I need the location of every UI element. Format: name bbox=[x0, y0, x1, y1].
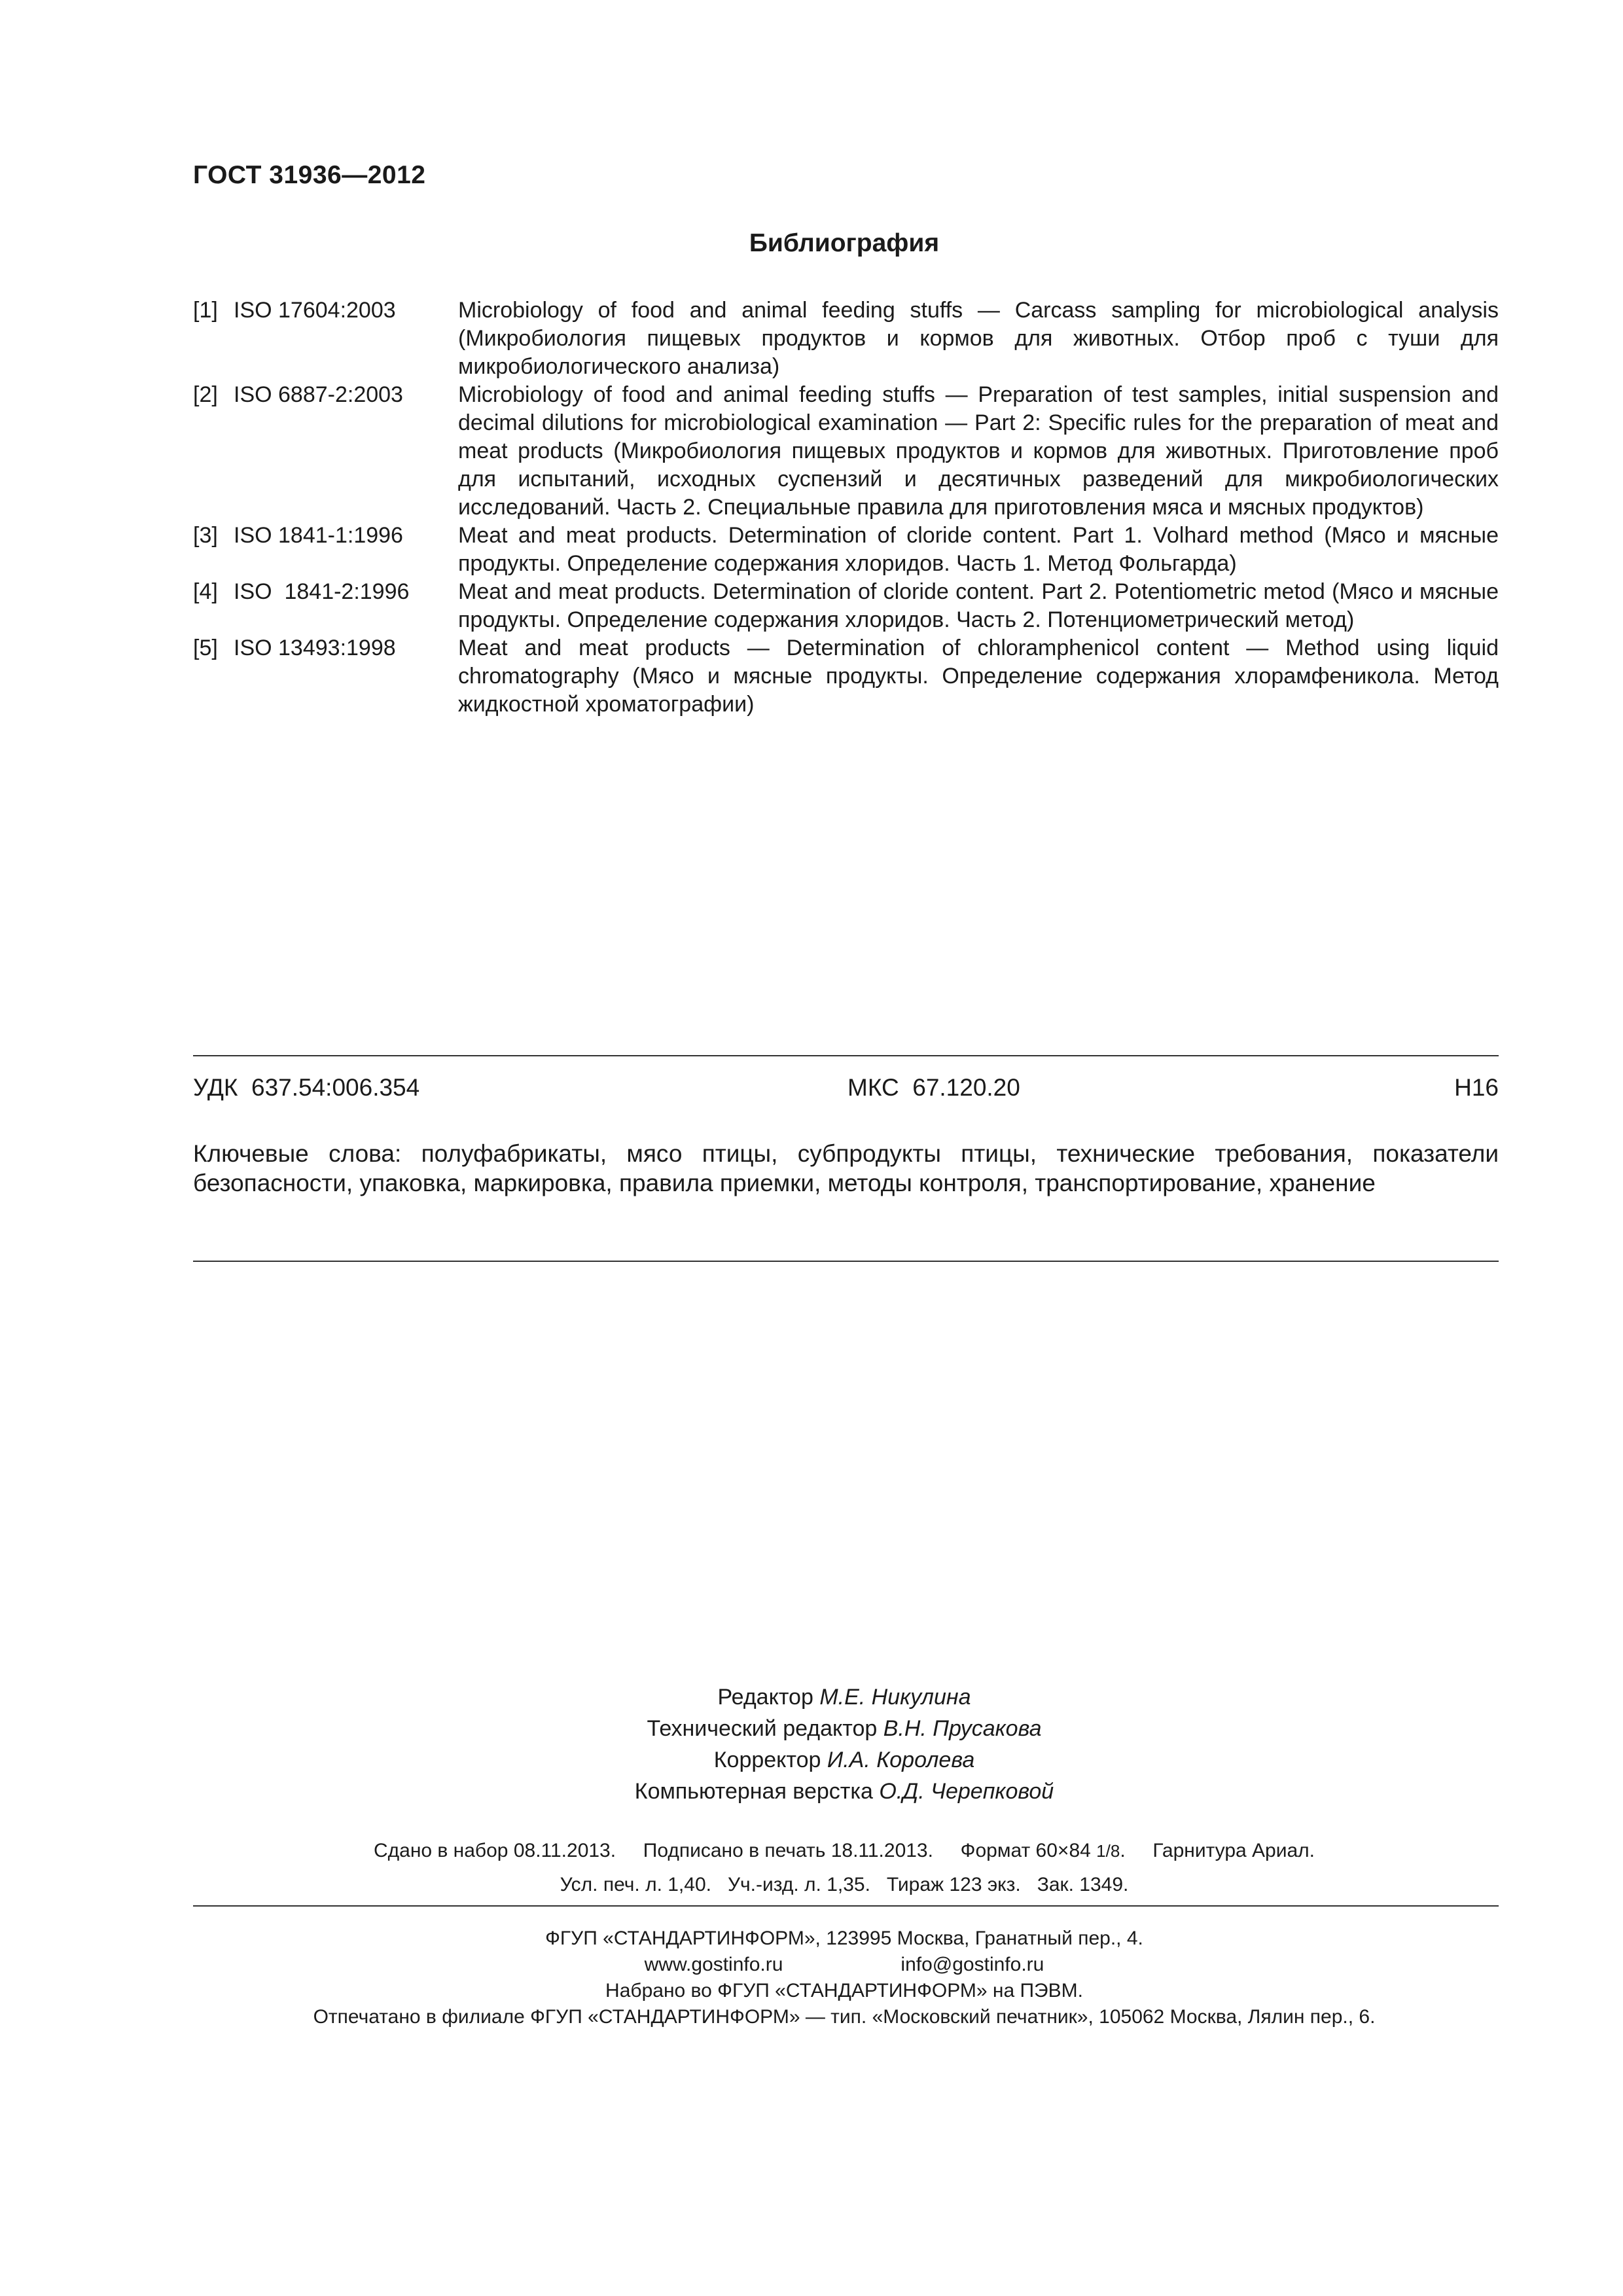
credit-role: Компьютерная верстка bbox=[634, 1779, 880, 1804]
publisher-address: ФГУП «СТАНДАРТИНФОРМ», 123995 Москва, Гранатный пер., 4. bbox=[545, 1928, 1143, 1949]
okstu-code: Н16 bbox=[1454, 1074, 1499, 1101]
publisher-block bbox=[0, 1926, 1623, 2030]
imprint-line-2: Усл. печ. л. 1,40. Уч.-изд. л. 1,35. Тираж 123 экз. Зак. 1349. bbox=[560, 1874, 1129, 1895]
email-link[interactable]: info@gostinfo.ru bbox=[901, 1954, 1044, 1975]
bibliography-entry bbox=[193, 381, 1499, 522]
mks-code: МКС 67.120.20 bbox=[847, 1074, 1020, 1101]
entry-standard: ISO 13493:1998 bbox=[234, 636, 396, 660]
entry-number: [2] bbox=[193, 382, 218, 407]
divider-top bbox=[193, 1055, 1499, 1056]
credit-line bbox=[0, 1681, 1623, 1713]
credits-block bbox=[0, 1681, 1623, 1807]
document-code: ГОСТ 31936—2012 bbox=[193, 161, 426, 189]
bibliography-entry bbox=[193, 296, 1499, 381]
entry-title: Microbiology of food and animal feeding stuffs — Carcass sampling for microbiological analysis (Микробиология пищевых продуктов и кормов для животных. Отбор проб с туши для микробиологического анализа) bbox=[458, 298, 1499, 379]
imprint-line-1: Сдано в набор 08.11.2013. Подписано в печать 18.11.2013. Формат 60×84 1/8. Гарнитура Ариал. bbox=[373, 1840, 1315, 1861]
typeface: Гарнитура Ариал. bbox=[1152, 1840, 1315, 1861]
credit-role: Корректор bbox=[713, 1748, 827, 1772]
credit-name: В.Н. Прусакова bbox=[883, 1716, 1042, 1741]
udk-code: УДК 637.54:006.354 bbox=[193, 1074, 420, 1101]
entry-title: Meat and meat products. Determination of cloride content. Part 1. Volhard method (Мясо и мясные продукты. Определение содержания хлоридов. Часть 1. Метод Фольгарда) bbox=[458, 523, 1499, 576]
entry-title: Meat and meat products. Determination of cloride content. Part 2. Potentiometric metod (Мясо и мясные продукты. Определение содержания хлоридов. Часть 2. Потенциометрический метод) bbox=[458, 579, 1499, 632]
entry-number: [5] bbox=[193, 636, 218, 660]
credit-role: Редактор bbox=[717, 1685, 820, 1710]
entry-number: [4] bbox=[193, 579, 218, 604]
publisher-contacts bbox=[0, 1952, 1623, 1978]
paper-format: Формат 60×84 bbox=[960, 1840, 1097, 1861]
entry-standard: ISO 17604:2003 bbox=[234, 298, 396, 323]
bibliography-entry bbox=[193, 634, 1499, 719]
credit-line bbox=[0, 1713, 1623, 1744]
divider-imprint bbox=[193, 1905, 1499, 1907]
credit-name: М.Е. Никулина bbox=[819, 1685, 971, 1710]
typeset-note: Набрано во ФГУП «СТАНДАРТИНФОРМ» на ПЭВМ. bbox=[605, 1980, 1083, 2001]
website-link[interactable]: www.gostinfo.ru bbox=[644, 1954, 783, 1975]
credit-line bbox=[0, 1776, 1623, 1807]
entry-number: [3] bbox=[193, 523, 218, 548]
entry-title: Meat and meat products — Determination of chloramphenicol content — Method using liquid chromatography (Мясо и мясные продукты. Определение содержания хлорамфеникола. Метод жидкостной хроматографии) bbox=[458, 636, 1499, 717]
credit-name: И.А. Королева bbox=[827, 1748, 975, 1772]
entry-number: [1] bbox=[193, 298, 218, 323]
bibliography-entry bbox=[193, 578, 1499, 634]
bibliography-title: Библиография bbox=[749, 229, 940, 257]
format-fraction: 1/8 bbox=[1096, 1841, 1120, 1861]
entry-standard: ISO 1841-2:1996 bbox=[234, 579, 410, 604]
entry-standard: ISO 1841-1:1996 bbox=[234, 523, 403, 548]
printing-note: Отпечатано в филиале ФГУП «СТАНДАРТИНФОРМ» — тип. «Московский печатник», 105062 Москва, Лялин пер., 6. bbox=[313, 2006, 1376, 2028]
credit-role: Технический редактор bbox=[647, 1716, 883, 1741]
entry-standard: ISO 6887-2:2003 bbox=[234, 382, 403, 407]
bibliography-entry bbox=[193, 522, 1499, 578]
credit-line bbox=[0, 1744, 1623, 1776]
divider-bottom bbox=[193, 1261, 1499, 1262]
bibliography-list bbox=[193, 296, 1499, 719]
submitted-date: Сдано в набор 08.11.2013. bbox=[373, 1840, 616, 1861]
signed-date: Подписано в печать 18.11.2013. bbox=[643, 1840, 933, 1861]
entry-title: Microbiology of food and animal feeding stuffs — Preparation of test samples, initial suspension and decimal dilutions for microbiological examination — Part 2: Specific rules for the preparation of meat and meat products (Микробиология пищевых продуктов и кормов для животных. Приготовление проб для испытаний, исходных суспензий и десятичных разведений для микробиологических исследований. Часть 2. Специальные правила для приготовления мяса и мясных продуктов) bbox=[458, 382, 1499, 520]
credit-name: О.Д. Черепковой bbox=[879, 1779, 1054, 1804]
keywords: Ключевые слова: полуфабрикаты, мясо птицы, субпродукты птицы, технические требования, показатели безопасности, упаковка, маркировка, правила приемки, методы контроля, транспортирование, хранение bbox=[193, 1140, 1499, 1196]
